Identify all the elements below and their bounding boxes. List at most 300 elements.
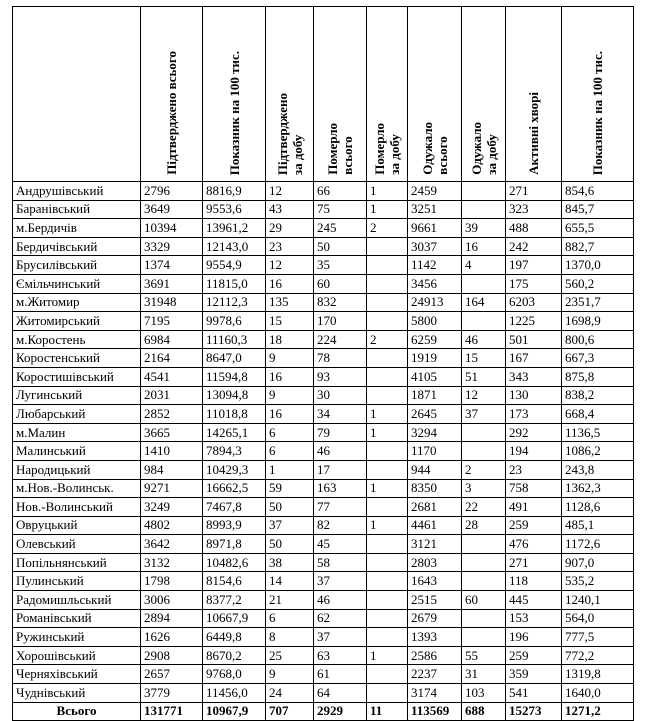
table-cell [462,442,506,461]
table-row [13,498,634,517]
table-cell: 907,0 [562,553,634,572]
table-cell: 359 [506,665,562,684]
table-row [13,553,634,572]
table-cell: 2351,7 [562,293,634,312]
table-cell [367,498,408,517]
table-cell: 875,8 [562,367,634,386]
table-cell: 3249 [141,498,203,517]
header-confirmed-daily: Підтверджено за добу [266,7,314,182]
table-row [13,479,634,498]
table-cell: 2459 [408,182,462,201]
table-cell: 271 [506,182,562,201]
table-cell [367,386,408,405]
table-cell: 501 [506,330,562,349]
table-cell: 10667,9 [203,609,266,628]
table-cell: 2803 [408,553,462,572]
region-name-cell: Лугинський [13,386,141,405]
region-name-cell: Олевський [13,535,141,554]
table-cell: 35 [314,256,367,275]
table-row [13,684,634,703]
region-name-cell: Андрушівський [13,182,141,201]
table-cell: 12 [462,386,506,405]
table-cell: 7467,8 [203,498,266,517]
header-region [13,7,141,182]
table-cell: 77 [314,498,367,517]
table-cell: 8647,0 [203,349,266,368]
table-cell: 667,3 [562,349,634,368]
region-name-cell: Нов.-Волинський [13,498,141,517]
table-cell: 224 [314,330,367,349]
table-cell: 51 [462,367,506,386]
region-name-cell: Овруцький [13,516,141,535]
table-cell: 476 [506,535,562,554]
table-cell: 12 [266,256,314,275]
table-cell: 6203 [506,293,562,312]
table-row [13,330,634,349]
table-cell: 1128,6 [562,498,634,517]
header-row [13,7,634,182]
table-cell: 14265,1 [203,423,266,442]
table-row [13,386,634,405]
table-cell: 12143,0 [203,237,266,256]
table-cell: 8670,2 [203,646,266,665]
table-cell: 242 [506,237,562,256]
table-cell: 8 [266,628,314,647]
table-row [13,591,634,610]
table-cell [367,665,408,684]
table-cell: 63 [314,646,367,665]
table-cell: 944 [408,460,462,479]
table-cell: 13961,2 [203,219,266,238]
table-cell: 485,1 [562,516,634,535]
table-row [13,367,634,386]
table-cell: 3642 [141,535,203,554]
table-cell [367,256,408,275]
table-cell: 16 [266,367,314,386]
table-cell: 10482,6 [203,553,266,572]
table-cell: 2679 [408,609,462,628]
table-cell: 8350 [408,479,462,498]
table-cell: 61 [314,665,367,684]
table-cell [462,312,506,331]
table-cell: 11594,8 [203,367,266,386]
table-cell: 3174 [408,684,462,703]
header-confirmed-total: Підтверджено всього [141,7,203,182]
table-cell: 488 [506,219,562,238]
table-cell: 259 [506,516,562,535]
table-cell: 4541 [141,367,203,386]
table-row [13,442,634,461]
table-cell: 58 [314,553,367,572]
table-cell: 50 [266,535,314,554]
region-name-cell: м.Коростень [13,330,141,349]
table-cell: 55 [462,646,506,665]
table-cell: 1643 [408,572,462,591]
table-cell: 2586 [408,646,462,665]
table-cell: 3649 [141,200,203,219]
table-row [13,423,634,442]
table-cell: 22 [462,498,506,517]
table-cell: 24913 [408,293,462,312]
table-cell: 6449,8 [203,628,266,647]
table-cell: 3 [462,479,506,498]
table-cell: 194 [506,442,562,461]
table-row [13,219,634,238]
table-cell: 10429,3 [203,460,266,479]
table-cell: 800,6 [562,330,634,349]
table-cell: 292 [506,423,562,442]
table-cell: 2894 [141,609,203,628]
header-deaths-daily: Померло за добу [367,7,408,182]
table-cell: 38 [266,553,314,572]
table-cell: 45 [314,535,367,554]
region-name-cell: Чуднівський [13,684,141,703]
table-cell: 14 [266,572,314,591]
table-cell: 5800 [408,312,462,331]
header-recovered-daily: Одужало за добу [462,7,506,182]
table-cell: 9 [266,665,314,684]
table-cell: 4802 [141,516,203,535]
table-cell: 854,6 [562,182,634,201]
table-row [13,665,634,684]
table-cell: 11815,0 [203,274,266,293]
table-cell [367,293,408,312]
header-deaths-total: Померло всього [314,7,367,182]
table-cell: 10394 [141,219,203,238]
table-cell [367,312,408,331]
table-cell [462,423,506,442]
table-cell: 9 [266,349,314,368]
table-cell: 6 [266,423,314,442]
table-cell [462,609,506,628]
table-cell: 838,2 [562,386,634,405]
table-cell: 103 [462,684,506,703]
table-cell: 6 [266,442,314,461]
table-cell [367,684,408,703]
table-cell: 3779 [141,684,203,703]
table-row [13,237,634,256]
table-cell: 23 [506,460,562,479]
region-name-cell: Хорошівський [13,646,141,665]
table-cell: 6259 [408,330,462,349]
region-name-cell: м.Бердичів [13,219,141,238]
table-cell: 3006 [141,591,203,610]
table-cell: 3121 [408,535,462,554]
table-cell [367,535,408,554]
table-cell: 1142 [408,256,462,275]
table-cell: 445 [506,591,562,610]
table-cell: 2164 [141,349,203,368]
table-cell: 655,5 [562,219,634,238]
table-cell: 50 [266,498,314,517]
table-cell: 4 [462,256,506,275]
table-cell: 60 [462,591,506,610]
header-active-cases: Активні хворі [506,7,562,182]
table-cell: 167 [506,349,562,368]
table-cell: 39 [462,219,506,238]
table-cell: 243,8 [562,460,634,479]
table-cell: 271 [506,553,562,572]
table-cell [367,572,408,591]
table-row [13,609,634,628]
table-cell: 16 [266,274,314,293]
table-cell: 78 [314,349,367,368]
table-cell: 323 [506,200,562,219]
region-name-cell: м.Малин [13,423,141,442]
table-cell: 2 [367,330,408,349]
table-cell: 9978,6 [203,312,266,331]
table-cell: 6984 [141,330,203,349]
table-cell: 2515 [408,591,462,610]
table-cell: 845,7 [562,200,634,219]
region-name-cell: Житомирський [13,312,141,331]
table-cell: 15 [462,349,506,368]
table-cell: 82 [314,516,367,535]
table-cell: 60 [314,274,367,293]
region-name-cell: Попільнянський [13,553,141,572]
table-cell: 560,2 [562,274,634,293]
table-cell: 758 [506,479,562,498]
table-row [13,293,634,312]
table-cell: 1626 [141,628,203,647]
table-cell: 8154,6 [203,572,266,591]
table-cell: 173 [506,405,562,424]
table-cell: 130 [506,386,562,405]
table-cell: 4105 [408,367,462,386]
table-cell [462,200,506,219]
table-cell: 1 [367,182,408,201]
table-cell: 1 [367,423,408,442]
region-name-cell: Романівський [13,609,141,628]
table-cell: 1086,2 [562,442,634,461]
table-cell: 7894,3 [203,442,266,461]
table-cell [367,237,408,256]
table-cell: 175 [506,274,562,293]
table-cell [462,628,506,647]
table-row [13,182,634,201]
table-cell: 1919 [408,349,462,368]
table-cell: 245 [314,219,367,238]
table-cell [367,349,408,368]
table-cell: 9768,0 [203,665,266,684]
table-cell [367,591,408,610]
table-cell: 163 [314,479,367,498]
table-cell: 9661 [408,219,462,238]
table-row [13,200,634,219]
table-cell: 777,5 [562,628,634,647]
table-cell: 1 [367,200,408,219]
table-row [13,516,634,535]
table-cell: 1172,6 [562,535,634,554]
total-cell: 113569 [408,702,462,721]
table-cell: 37 [462,405,506,424]
table-cell: 118 [506,572,562,591]
table-cell: 1170 [408,442,462,461]
table-cell: 3456 [408,274,462,293]
table-cell: 1640,0 [562,684,634,703]
table-cell: 8377,2 [203,591,266,610]
table-cell: 9554,9 [203,256,266,275]
table-cell: 1374 [141,256,203,275]
table-cell: 46 [462,330,506,349]
table-cell [367,553,408,572]
table-cell: 13094,8 [203,386,266,405]
region-name-cell: Малинський [13,442,141,461]
table-row [13,646,634,665]
table-cell: 24 [266,684,314,703]
table-row [13,460,634,479]
region-name-cell: Радомишльський [13,591,141,610]
table-cell: 29 [266,219,314,238]
table-cell: 170 [314,312,367,331]
header-rate-per-100k: Показник на 100 тис. [203,7,266,182]
region-name-cell: Бердичівський [13,237,141,256]
table-cell [367,460,408,479]
table-cell: 1 [367,516,408,535]
table-cell: 18 [266,330,314,349]
table-cell: 15 [266,312,314,331]
table-row [13,405,634,424]
table-cell: 11160,3 [203,330,266,349]
region-name-cell: Народицький [13,460,141,479]
table-row [13,349,634,368]
table-cell: 8993,9 [203,516,266,535]
table-cell: 11456,0 [203,684,266,703]
table-cell: 2908 [141,646,203,665]
table-cell: 43 [266,200,314,219]
table-cell: 196 [506,628,562,647]
total-row [13,702,634,721]
table-cell [367,609,408,628]
table-row [13,274,634,293]
table-cell: 164 [462,293,506,312]
table-cell: 79 [314,423,367,442]
table-cell: 17 [314,460,367,479]
table-cell: 46 [314,442,367,461]
table-cell [367,442,408,461]
table-row [13,628,634,647]
table-cell: 2237 [408,665,462,684]
table-cell: 1319,8 [562,665,634,684]
table-cell: 37 [266,516,314,535]
table-cell: 46 [314,591,367,610]
table-cell: 37 [314,628,367,647]
table-cell: 1136,5 [562,423,634,442]
table-cell: 30 [314,386,367,405]
table-cell: 153 [506,609,562,628]
table-cell: 7195 [141,312,203,331]
covid-stats-table [12,6,634,721]
table-cell [462,182,506,201]
table-cell: 93 [314,367,367,386]
table-cell [462,553,506,572]
table-cell: 832 [314,293,367,312]
table-cell [367,274,408,293]
table-cell: 1 [367,646,408,665]
region-name-cell: Пулинський [13,572,141,591]
region-name-cell: Черняхівський [13,665,141,684]
region-name-cell: Баранівський [13,200,141,219]
table-cell: 984 [141,460,203,479]
table-cell: 23 [266,237,314,256]
table-cell: 772,2 [562,646,634,665]
table-cell: 259 [506,646,562,665]
total-cell: 11 [367,702,408,721]
table-cell: 31948 [141,293,203,312]
total-cell: 10967,9 [203,702,266,721]
table-cell: 1225 [506,312,562,331]
table-cell: 8816,9 [203,182,266,201]
table-cell: 66 [314,182,367,201]
table-cell: 1362,3 [562,479,634,498]
total-cell: 707 [266,702,314,721]
table-cell: 1240,1 [562,591,634,610]
table-cell: 12 [266,182,314,201]
table-cell: 37 [314,572,367,591]
table-cell: 2645 [408,405,462,424]
table-cell: 2681 [408,498,462,517]
table-cell: 1 [367,405,408,424]
table-cell: 25 [266,646,314,665]
table-cell: 3037 [408,237,462,256]
region-name-cell: Ружинський [13,628,141,647]
header-active-rate-per-100k: Показник на 100 тис. [562,7,634,182]
region-name-cell: Любарський [13,405,141,424]
total-cell: 15273 [506,702,562,721]
table-cell [462,274,506,293]
table-cell: 1393 [408,628,462,647]
table-cell: 9 [266,386,314,405]
table-cell: 1798 [141,572,203,591]
table-cell: 34 [314,405,367,424]
total-cell: 131771 [141,702,203,721]
table-cell: 75 [314,200,367,219]
table-cell: 31 [462,665,506,684]
table-cell: 9271 [141,479,203,498]
total-cell: 2929 [314,702,367,721]
region-name-cell: Коростишівський [13,367,141,386]
table-cell: 3294 [408,423,462,442]
table-cell: 1370,0 [562,256,634,275]
table-cell: 11018,8 [203,405,266,424]
table-cell: 1410 [141,442,203,461]
region-name-cell: Ємільчинський [13,274,141,293]
table-cell: 2 [367,219,408,238]
region-name-cell: Брусилівський [13,256,141,275]
table-cell [367,628,408,647]
table-cell: 535,2 [562,572,634,591]
table-cell: 668,4 [562,405,634,424]
table-cell: 491 [506,498,562,517]
table-cell: 59 [266,479,314,498]
table-cell: 2657 [141,665,203,684]
table-cell: 16662,5 [203,479,266,498]
region-name-cell: Коростенський [13,349,141,368]
table-cell: 3251 [408,200,462,219]
table-cell: 16 [266,405,314,424]
table-cell: 3665 [141,423,203,442]
table-cell: 28 [462,516,506,535]
table-cell: 135 [266,293,314,312]
table-cell: 6 [266,609,314,628]
table-cell: 343 [506,367,562,386]
region-name-cell: м.Нов.-Волинськ. [13,479,141,498]
table-cell: 8971,8 [203,535,266,554]
table-row [13,572,634,591]
table-cell: 2031 [141,386,203,405]
table-cell: 21 [266,591,314,610]
table-cell: 197 [506,256,562,275]
